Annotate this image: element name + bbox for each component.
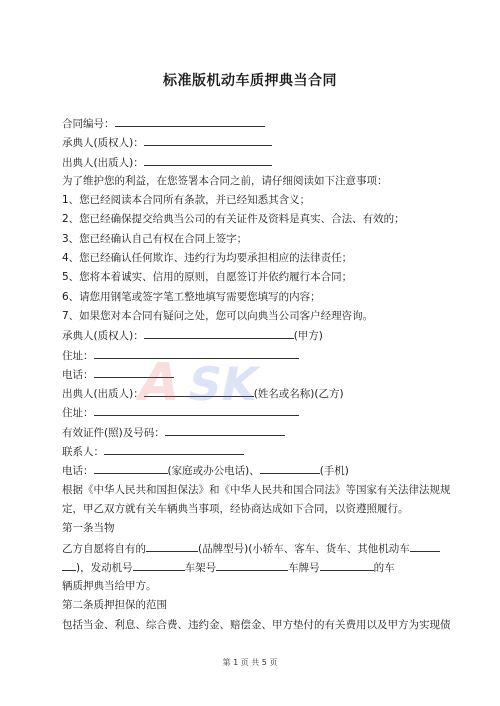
fill-in-blank[interactable] <box>94 346 299 359</box>
fill-in-blank[interactable] <box>62 558 76 571</box>
contract-line <box>62 481 451 500</box>
contract-line <box>62 288 442 307</box>
fill-in-blank[interactable] <box>104 442 244 455</box>
fill-in-blank[interactable] <box>94 365 174 378</box>
contract-line <box>62 191 442 210</box>
contract-body <box>62 114 451 635</box>
line-text: 第一条当物 <box>62 522 115 535</box>
contract-title: 标准版机动车质押典当合同 <box>163 73 337 89</box>
contract-line <box>62 423 442 442</box>
contract-line <box>62 461 442 480</box>
line-text: 根据《中华人民共和国担保法》和《中华人民共和国合同法》等国家有关法律法规规 <box>62 483 451 496</box>
line-text: 承典人(质权人)： <box>62 137 144 150</box>
line-text: 7、如果您对本合同有疑问之处，您可以向典当公司客户经理咨询。 <box>62 309 374 322</box>
line-text: 1、您已经阅读本合同所有条款，并已经知悉其含义； <box>62 194 311 207</box>
line-text: 定，甲乙双方就有关车辆典当事项，经协商达成如下合同，以资遵照履行。 <box>62 502 409 515</box>
fill-in-blank[interactable] <box>144 133 272 146</box>
line-text: 联系人： <box>62 446 104 459</box>
fill-in-blank[interactable] <box>94 461 168 474</box>
line-text: 电话： <box>62 465 94 478</box>
line-text: 为了维护您的利益，在您签署本合同之前，请仔细阅读如下注意事项： <box>62 174 388 187</box>
contract-line <box>62 346 442 365</box>
line-text: 5、您将本着诚实、信用的原则，自愿签订并依约履行本合同； <box>62 271 353 284</box>
line-text: 出典人(出质人)： <box>62 388 144 401</box>
contract-line <box>62 558 442 577</box>
fill-in-blank[interactable] <box>260 461 320 474</box>
contract-line <box>62 249 442 268</box>
line-text: 包括当金、利息、综合费、违约金、赔偿金、甲方垫付的有关费用以及甲方为实现债 <box>62 618 451 631</box>
contract-line <box>62 365 442 384</box>
fill-in-blank[interactable] <box>165 423 285 436</box>
contract-line <box>62 114 442 133</box>
line-text: 2、您已经确保提交给典当公司的有关证件及资料是真实、合法、有效的； <box>62 213 405 226</box>
line-text: 承典人(质权人)： <box>62 330 144 343</box>
contract-line <box>62 596 442 615</box>
fill-in-blank[interactable] <box>94 403 299 416</box>
contract-line <box>62 384 442 403</box>
contract-line <box>62 210 442 229</box>
contract-line <box>62 442 442 461</box>
fill-in-blank[interactable] <box>144 326 294 339</box>
contract-line <box>62 577 442 596</box>
contract-line <box>62 153 442 172</box>
line-text: (手机) <box>319 465 349 478</box>
contract-line <box>62 519 442 538</box>
fill-in-blank[interactable] <box>144 384 254 397</box>
line-text: 4、您已经确认任何欺诈、违约行为均要承担相应的法律责任； <box>62 252 353 265</box>
contract-line <box>62 230 442 249</box>
line-text: 住址： <box>62 407 94 420</box>
line-text: 车架号 <box>184 561 217 574</box>
line-text: )，发动机号 <box>76 561 133 574</box>
line-text: 3、您已经确认自己有权在合同上签字； <box>62 232 248 245</box>
line-text: 住址： <box>62 349 94 362</box>
line-text: 6、请您用钢笔或签字笔工整地填写需要您填写的内容； <box>62 290 321 303</box>
contract-line <box>62 403 442 422</box>
page-footer: 第 1 页 共 5 页 <box>222 658 278 667</box>
fill-in-blank[interactable] <box>410 539 440 552</box>
fill-in-blank[interactable] <box>115 114 265 127</box>
contract-line <box>62 539 442 558</box>
line-text: (甲方) <box>293 330 323 343</box>
fill-in-blank[interactable] <box>144 153 272 166</box>
contract-line <box>62 616 451 635</box>
line-text: 有效证件(照)及号码： <box>62 426 165 439</box>
contract-line <box>62 172 442 191</box>
fill-in-blank[interactable] <box>146 539 198 552</box>
line-text: (家庭或办公电话)、 <box>167 465 260 478</box>
fill-in-blank[interactable] <box>133 558 185 571</box>
line-text: 的车 <box>373 561 395 574</box>
contract-line <box>62 500 442 519</box>
contract-line <box>62 268 442 287</box>
contract-line <box>62 133 442 152</box>
line-text: 合同编号： <box>62 118 115 130</box>
line-text: 车牌号 <box>288 561 320 574</box>
fill-in-blank[interactable] <box>216 558 288 571</box>
contract-line <box>62 326 442 345</box>
line-text: 电话： <box>62 368 94 381</box>
contract-line <box>62 307 442 326</box>
line-text: 第二条质押担保的范围 <box>62 599 167 612</box>
fill-in-blank[interactable] <box>320 558 374 571</box>
svg-text:A: A <box>132 352 186 413</box>
line-text: (品牌型号)(小轿车、客车、货车、其他机动车 <box>198 542 410 555</box>
svg-text:SK: SK <box>182 357 263 411</box>
line-text: (姓名或名称)(乙方) <box>253 388 344 401</box>
line-text: 乙方自愿将自有的 <box>62 542 146 555</box>
line-text: 辆质押典当给甲方。 <box>62 580 157 593</box>
line-text: 出典人(出质人)： <box>62 156 144 169</box>
